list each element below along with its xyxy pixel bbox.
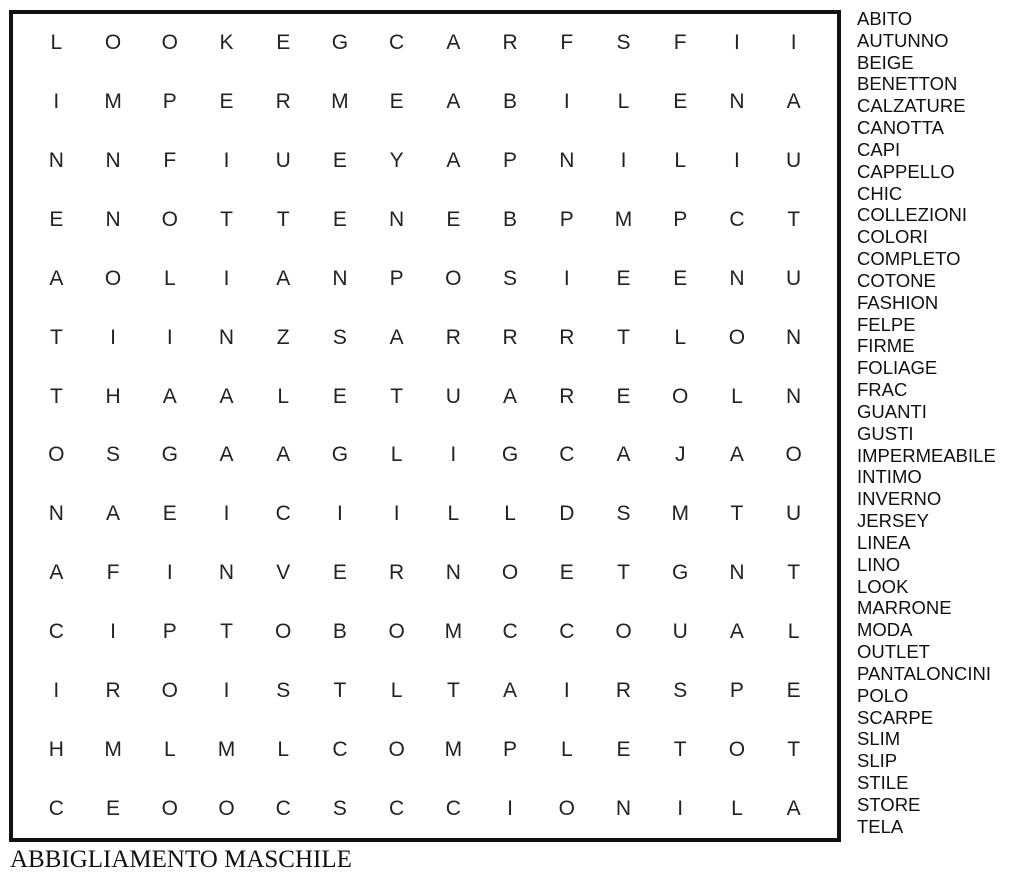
grid-cell: T: [787, 207, 801, 231]
grid-cell: P: [729, 678, 744, 702]
word-list: [857, 8, 996, 837]
grid-cell: P: [162, 619, 177, 643]
grid-cell: A: [786, 796, 801, 820]
grid-cell: C: [729, 207, 745, 231]
word-list-item: GUANTI: [857, 400, 927, 422]
grid-cell: C: [559, 443, 575, 467]
grid-cell: O: [388, 737, 405, 761]
grid-cell: U: [275, 149, 291, 173]
word-list-item: CAPI: [857, 138, 901, 160]
grid-cell: E: [276, 31, 291, 55]
word-list-item: INVERNO: [857, 488, 942, 510]
grid-cell: E: [332, 149, 347, 173]
grid-cell: M: [444, 737, 463, 761]
puzzle-title: ABBIGLIAMENTO MASCHILE: [10, 846, 352, 873]
grid-cell: U: [786, 502, 802, 526]
grid-cell: E: [106, 796, 121, 820]
grid-cell: A: [446, 149, 461, 173]
grid-cell: R: [502, 325, 518, 349]
grid-cell: U: [445, 384, 461, 408]
grid-cell: C: [502, 619, 518, 643]
grid-cell: H: [48, 737, 64, 761]
grid-cell: O: [161, 207, 178, 231]
grid-cell: E: [786, 678, 801, 702]
grid-cell: L: [163, 266, 176, 290]
word-list-item: FRAC: [857, 379, 908, 401]
grid-cell: C: [445, 796, 461, 820]
grid-cell: E: [332, 207, 347, 231]
grid-cell: N: [218, 561, 235, 585]
grid-cell: H: [105, 384, 121, 408]
word-list-item: IMPERMEABILE: [857, 444, 996, 466]
grid-cell: A: [49, 266, 64, 290]
grid-cell: C: [275, 502, 291, 526]
grid-cell: I: [166, 325, 173, 349]
word-list-item: SLIP: [857, 750, 898, 772]
word-list-item: FOLIAGE: [857, 357, 938, 379]
grid-cell: L: [447, 502, 460, 526]
grid-cell: N: [729, 90, 745, 114]
word-list-item: OUTLET: [857, 641, 930, 663]
grid-cell: O: [161, 31, 178, 55]
grid-cell: P: [503, 737, 518, 761]
grid-cell: E: [332, 561, 347, 585]
grid-cell: I: [223, 502, 230, 526]
grid-cell: M: [331, 90, 349, 114]
grid-cell: N: [48, 149, 64, 173]
grid-cell: O: [672, 384, 689, 408]
grid-cell: S: [503, 266, 518, 290]
grid-cell: O: [501, 561, 519, 585]
grid-cell: E: [673, 266, 688, 290]
word-list-item: STORE: [857, 793, 921, 815]
word-list-item: FELPE: [857, 313, 916, 335]
grid-cell: P: [503, 149, 518, 173]
grid-cell: B: [503, 207, 518, 231]
grid-cell: P: [673, 207, 688, 231]
letter-grid: [9, 10, 841, 842]
grid-cell: O: [615, 619, 632, 643]
word-list-item: BENETTON: [857, 73, 958, 95]
grid-cell: A: [503, 678, 518, 702]
grid-cell: F: [163, 149, 177, 173]
grid-cell: N: [218, 325, 235, 349]
grid-cell: R: [559, 384, 575, 408]
grid-cell: I: [620, 149, 627, 173]
grid-cell: U: [672, 619, 688, 643]
grid-cell: N: [729, 266, 745, 290]
grid-cell: I: [53, 90, 60, 114]
grid-cell: K: [219, 31, 234, 55]
grid-cell: C: [332, 737, 348, 761]
grid-cell: N: [332, 266, 348, 290]
grid-cell: A: [503, 384, 518, 408]
grid-cell: I: [223, 149, 230, 173]
word-list-item: GUSTI: [857, 422, 914, 444]
grid-cell: E: [49, 207, 64, 231]
grid-cell: L: [731, 796, 743, 820]
word-list-item: LOOK: [857, 575, 909, 597]
grid-cell: C: [48, 796, 64, 820]
grid-cell: E: [616, 266, 631, 290]
grid-cell: O: [161, 678, 178, 702]
grid-cell: O: [161, 796, 178, 820]
grid-cell: S: [616, 502, 631, 526]
grid-cell: I: [563, 678, 570, 702]
grid-cell: O: [104, 266, 122, 290]
grid-cell: R: [275, 90, 291, 114]
grid-cell: M: [671, 502, 689, 526]
grid-cell: L: [277, 737, 290, 761]
grid-cell: M: [104, 737, 122, 761]
grid-cell: G: [672, 561, 689, 585]
grid-cell: A: [49, 561, 64, 585]
word-list-item: SLIM: [857, 728, 901, 750]
grid-cell: N: [786, 325, 802, 349]
grid-cell: T: [333, 678, 347, 702]
word-list-item: FIRME: [857, 335, 915, 357]
grid-cell: A: [446, 90, 461, 114]
grid-cell: A: [389, 325, 404, 349]
grid-cell: N: [445, 561, 461, 585]
grid-cell: I: [223, 266, 230, 290]
word-list-item: FASHION: [857, 291, 939, 313]
grid-cell: T: [220, 619, 233, 643]
grid-cell: A: [162, 384, 177, 408]
word-list-item: CANOTTA: [857, 117, 945, 139]
grid-cell: P: [389, 266, 404, 290]
grid-cell: O: [728, 325, 746, 349]
grid-cell: L: [787, 619, 800, 643]
grid-cell: S: [332, 796, 347, 820]
grid-cell: I: [223, 678, 230, 702]
word-list-item: MODA: [857, 619, 913, 641]
word-list-item: BEIGE: [857, 51, 914, 73]
word-list-item: ABITO: [857, 8, 913, 29]
grid-cell: R: [389, 561, 405, 585]
grid-cell: T: [220, 207, 233, 231]
word-list-item: COLORI: [857, 226, 928, 248]
grid-cell: L: [560, 737, 573, 761]
grid-cell: S: [332, 325, 347, 349]
grid-cell: A: [729, 443, 744, 467]
word-list-item: CHIC: [857, 182, 903, 204]
grid-cell: A: [219, 384, 234, 408]
grid-cell: I: [677, 796, 684, 820]
grid-cell: M: [104, 90, 122, 114]
grid-cell: E: [559, 561, 574, 585]
grid-cell: I: [563, 90, 570, 114]
grid-cell: Y: [389, 149, 404, 173]
grid-cell: S: [106, 443, 121, 467]
grid-cell: E: [162, 502, 177, 526]
word-list-item: COTONE: [857, 269, 936, 291]
word-list-item: POLO: [857, 684, 909, 706]
grid-cell: N: [105, 207, 121, 231]
grid-cell: F: [673, 31, 687, 55]
grid-cell: M: [444, 619, 463, 643]
grid-cell: B: [503, 90, 518, 114]
grid-cell: N: [729, 561, 745, 585]
grid-cell: G: [331, 443, 349, 467]
grid-cell: T: [390, 384, 404, 408]
grid-cell: C: [559, 619, 575, 643]
grid-cell: R: [445, 325, 461, 349]
grid-cell: T: [617, 561, 630, 585]
grid-cell: A: [786, 90, 801, 114]
grid-cell: C: [389, 31, 405, 55]
grid-cell: E: [219, 90, 234, 114]
grid-cell: S: [673, 678, 688, 702]
grid-cell: E: [673, 90, 688, 114]
grid-cell: A: [446, 31, 461, 55]
grid-cell: L: [390, 678, 403, 702]
grid-cell: O: [275, 619, 292, 643]
grid-cell: I: [110, 325, 116, 349]
grid-cell: R: [502, 31, 518, 55]
grid-cell: S: [276, 678, 291, 702]
grid-cell: N: [48, 502, 64, 526]
grid-cell: N: [786, 384, 802, 408]
grid-cell: N: [389, 207, 405, 231]
grid-cell: U: [786, 266, 802, 290]
grid-cell: O: [48, 443, 65, 467]
grid-cell: L: [277, 384, 290, 408]
grid-cell: N: [559, 149, 575, 173]
grid-cell: L: [163, 737, 176, 761]
grid-cell: I: [53, 678, 60, 702]
grid-cell: V: [276, 561, 291, 585]
grid-cell: J: [674, 443, 686, 467]
grid-cell: I: [450, 443, 457, 467]
word-list-item: JERSEY: [857, 510, 929, 532]
grid-cell: E: [446, 207, 461, 231]
grid-cell: O: [218, 796, 235, 820]
grid-cell: M: [217, 737, 236, 761]
word-list-item: COMPLETO: [857, 248, 961, 270]
word-list-item: LINEA: [857, 531, 911, 553]
grid-cell: T: [49, 325, 63, 349]
word-list-item: SCARPE: [857, 706, 934, 728]
grid-cell: L: [674, 149, 687, 173]
grid-cell: L: [674, 325, 687, 349]
grid-cell: Z: [276, 325, 290, 349]
grid-cell: D: [559, 502, 575, 526]
grid-cell: I: [734, 31, 740, 55]
grid-cell: O: [445, 266, 462, 290]
grid-cell: F: [560, 31, 574, 55]
grid-cell: T: [673, 737, 687, 761]
grid-cell: E: [389, 90, 404, 114]
grid-cell: G: [161, 443, 178, 467]
word-list-item: TELA: [857, 815, 904, 837]
grid-cell: E: [332, 384, 347, 408]
grid-cell: A: [276, 266, 291, 290]
grid-cell: T: [446, 678, 460, 702]
grid-cell: I: [110, 619, 116, 643]
grid-cell: I: [790, 31, 797, 55]
grid-cell: T: [787, 561, 801, 585]
grid-cell: T: [276, 207, 290, 231]
grid-cell: M: [614, 207, 633, 231]
grid-cell: E: [616, 737, 631, 761]
grid-cell: S: [616, 31, 631, 55]
grid-cell: O: [728, 737, 746, 761]
word-list-item: AUTUNNO: [857, 29, 949, 51]
grid-cell: R: [105, 678, 121, 702]
grid-cell: C: [275, 796, 291, 820]
grid-cell: I: [507, 796, 513, 820]
grid-cell: A: [219, 443, 234, 467]
grid-cell: A: [106, 502, 121, 526]
grid-cell: L: [390, 443, 403, 467]
grid-cell: I: [563, 266, 570, 290]
grid-cell: I: [337, 502, 343, 526]
grid-cell: T: [787, 737, 801, 761]
grid-cell: O: [388, 619, 405, 643]
grid-cell: I: [393, 502, 400, 526]
grid-cell: L: [617, 90, 630, 114]
grid-cell: O: [104, 31, 122, 55]
grid-cell: G: [331, 31, 349, 55]
grid-cell: T: [49, 384, 63, 408]
grid-cell: O: [558, 796, 575, 820]
grid-cell: U: [786, 149, 802, 173]
grid-cell: O: [785, 443, 802, 467]
word-list-item: PANTALONCINI: [857, 662, 991, 684]
grid-cell: I: [734, 149, 740, 173]
grid-cell: G: [501, 443, 519, 467]
grid-cell: P: [162, 90, 177, 114]
grid-cell: L: [731, 384, 743, 408]
word-list-item: CAPPELLO: [857, 160, 955, 182]
grid-cell: N: [105, 149, 121, 173]
grid-cell: C: [389, 796, 405, 820]
word-list-item: STILE: [857, 771, 909, 793]
grid-cell: R: [559, 325, 575, 349]
word-list-item: LINO: [857, 553, 901, 575]
grid-cell: A: [276, 443, 291, 467]
grid-cell: B: [332, 619, 347, 643]
grid-cell: C: [48, 619, 64, 643]
grid-cell: I: [166, 561, 173, 585]
grid-cell: P: [559, 207, 574, 231]
grid-cell: T: [730, 502, 744, 526]
grid-cell: A: [729, 619, 744, 643]
grid-cell: E: [616, 384, 631, 408]
grid-cell: L: [504, 502, 516, 526]
word-list-item: MARRONE: [857, 597, 952, 619]
grid-cell: R: [615, 678, 632, 702]
grid-cell: N: [615, 796, 632, 820]
word-list-item: COLLEZIONI: [857, 204, 967, 226]
grid-cell: F: [106, 561, 120, 585]
grid-cell: T: [617, 325, 630, 349]
word-list-item: INTIMO: [857, 466, 922, 488]
grid-cell: A: [616, 443, 631, 467]
grid-cell: L: [50, 31, 63, 55]
word-list-item: CALZATURE: [857, 95, 966, 117]
